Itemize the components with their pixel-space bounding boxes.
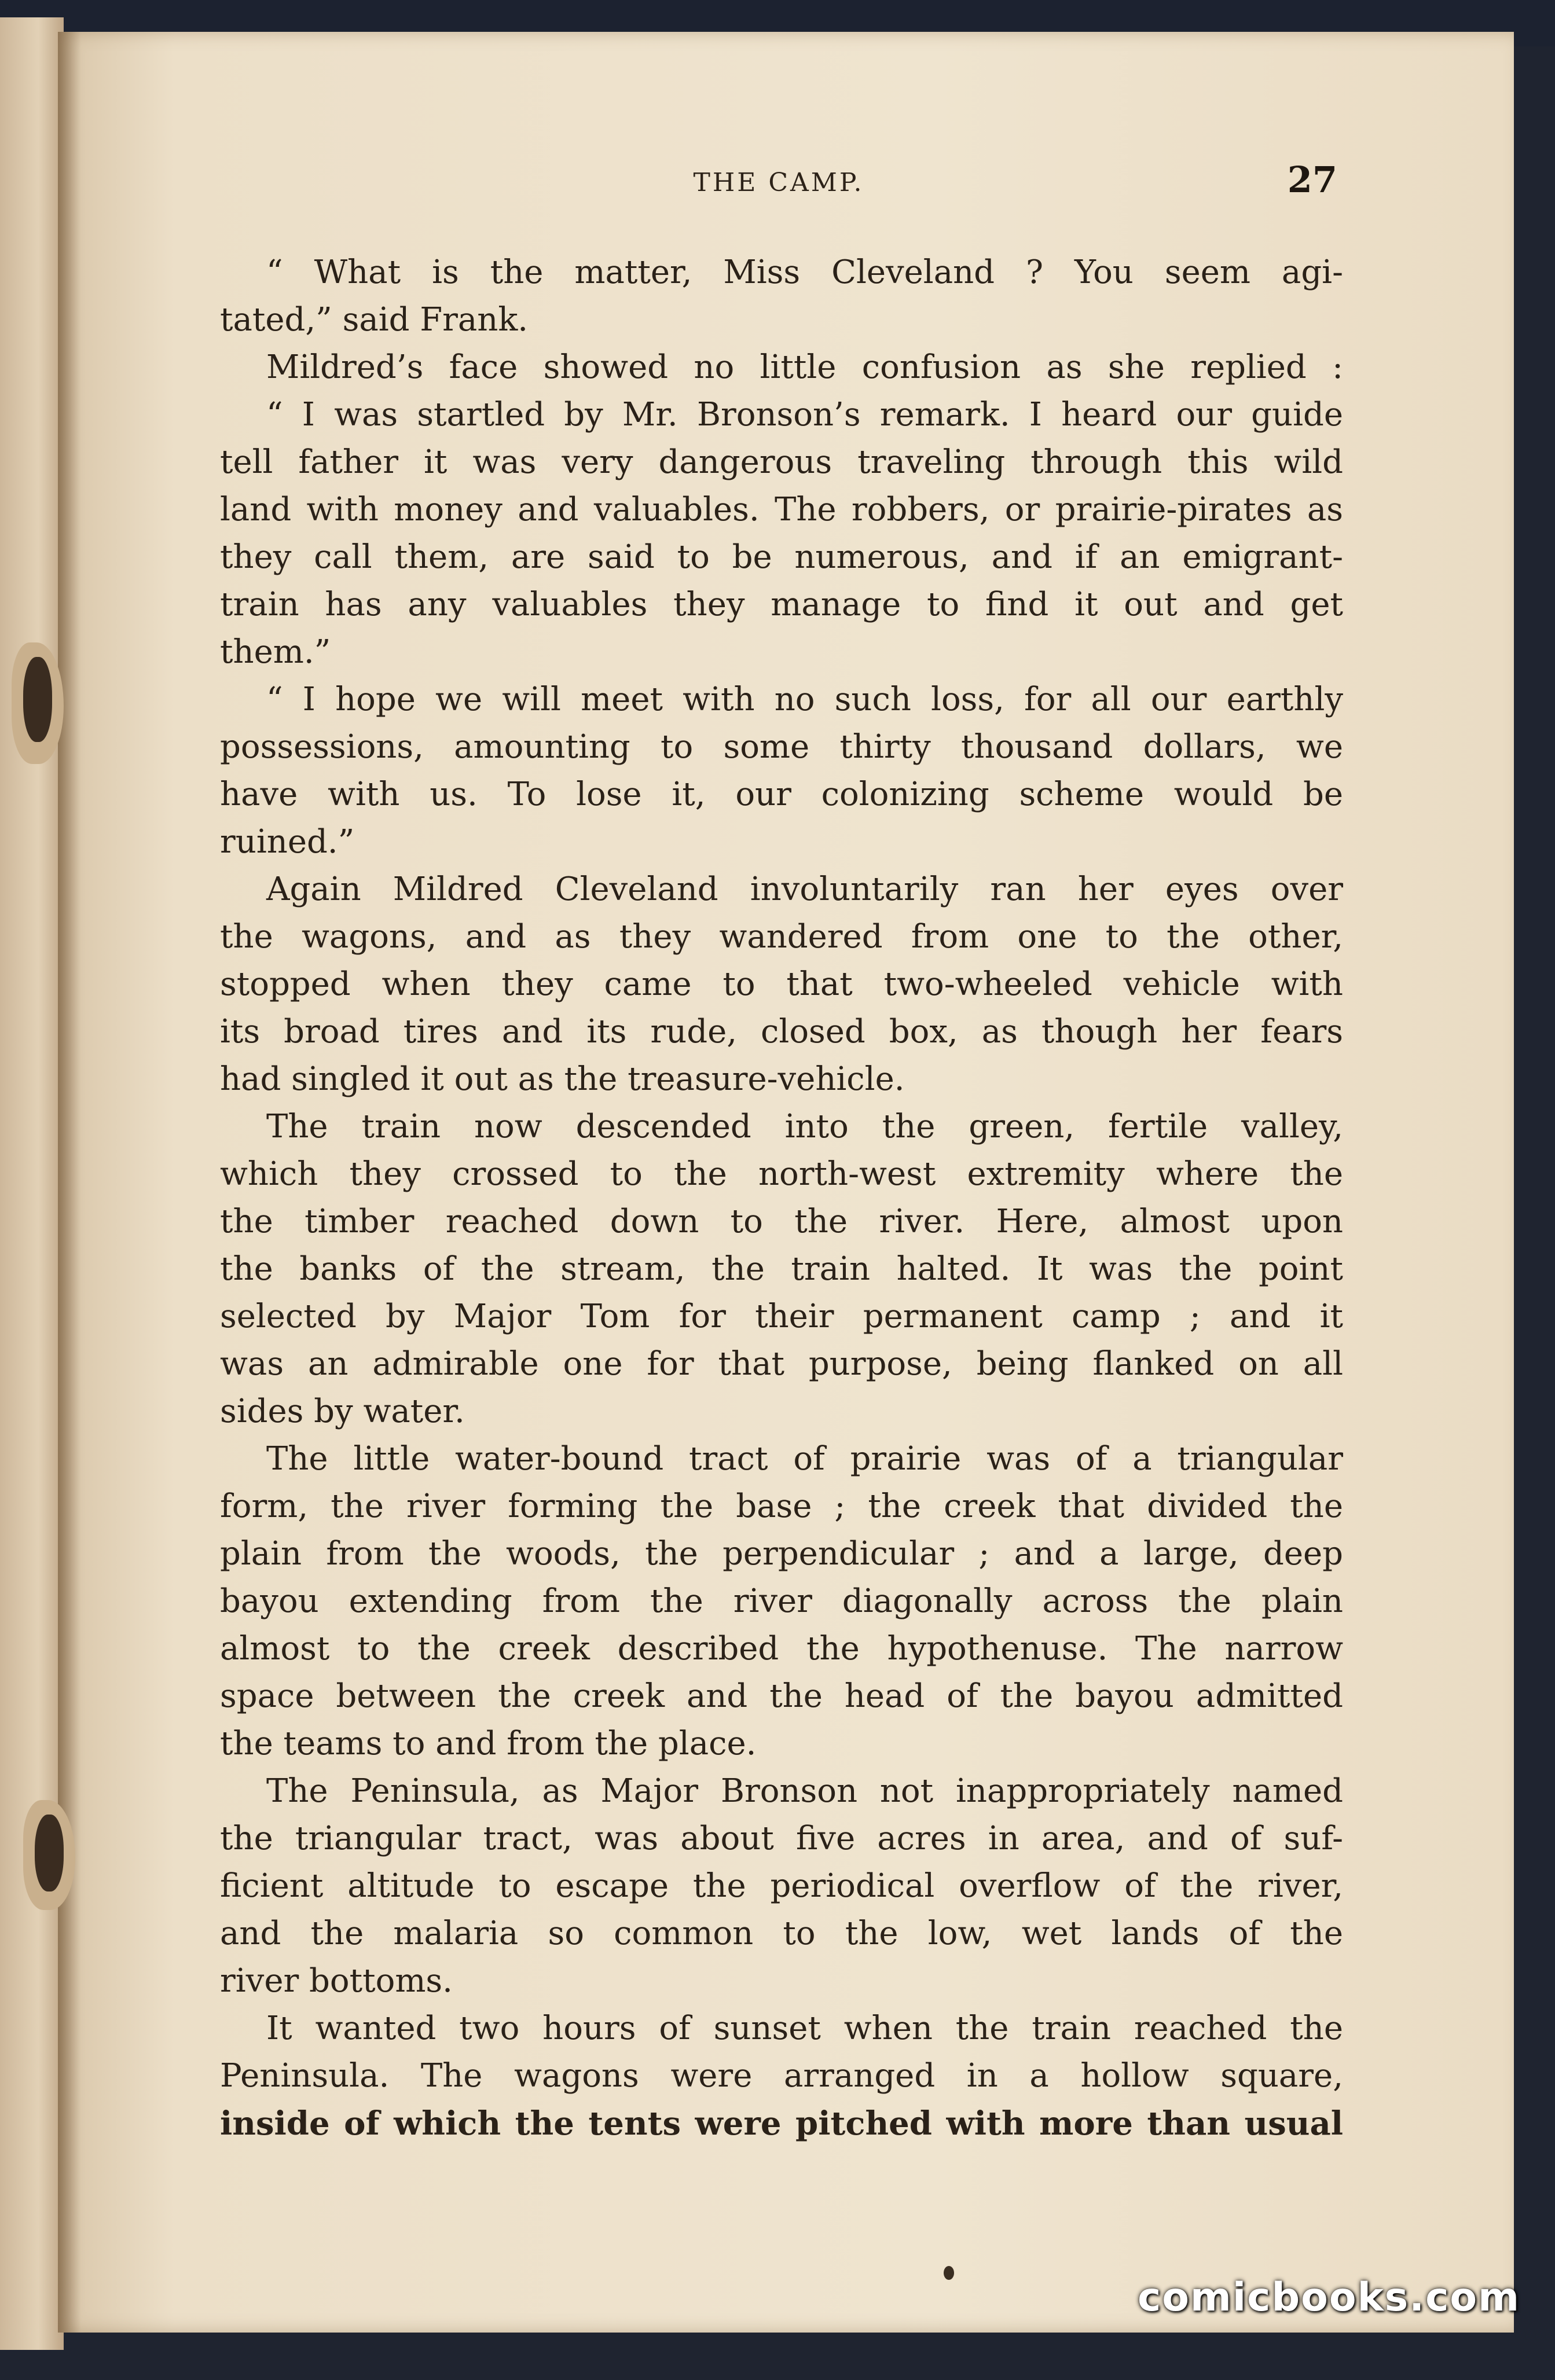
text-line: have with us. To lose it, our colonizing scheme would be [220, 776, 1343, 813]
text-line: Peninsula. The wagons were arranged in a hollow square, [220, 2057, 1343, 2095]
text-line: the timber reached down to the river. Here, almost upon [220, 1203, 1343, 1240]
watermark: comicbooks.com [1137, 2275, 1520, 2320]
text-line: tated,” said Frank. [220, 301, 529, 339]
text-line: land with money and valuables. The robbers, or prairie-pirates as [220, 491, 1343, 528]
running-head [220, 159, 1337, 204]
text-line: and the malaria so common to the low, wet lands of the [220, 1915, 1343, 1952]
book-left-edge [0, 17, 64, 2350]
text-line: river bottoms. [220, 1962, 453, 2000]
spine-shadow [58, 32, 81, 2333]
text-line: sides by water. [220, 1393, 465, 1430]
body-text [220, 249, 1343, 2147]
text-line: It wanted two hours of sunset when the train reached the [266, 2010, 1343, 2047]
text-line: the banks of the stream, the train halted. It was the point [220, 1250, 1343, 1288]
text-line: “ What is the matter, Miss Cleveland ? You seem agi- [266, 254, 1343, 291]
text-line: Mildred’s face showed no little confusion as she replied : [266, 348, 1343, 386]
text-line: stopped when they came to that two-wheeled vehicle with [220, 965, 1343, 1003]
text-line: almost to the creek described the hypothenuse. The narrow [220, 1630, 1343, 1668]
text-line: form, the river forming the base ; the creek that divided the [220, 1488, 1343, 1525]
text-line: bayou extending from the river diagonally across the plain [220, 1582, 1343, 1620]
text-line: The Peninsula, as Major Bronson not inappropriately named [266, 1772, 1343, 1810]
text-line: plain from the woods, the perpendicular ; and a large, deep [220, 1535, 1343, 1573]
text-line: they call them, are said to be numerous, and if an emigrant- [220, 538, 1343, 576]
text-line: had singled it out as the treasure-vehicle. [220, 1060, 905, 1098]
text-line: them.” [220, 633, 331, 671]
text-line: The little water-bound tract of prairie was of a triangular [266, 1440, 1343, 1478]
tear-hole [35, 1815, 64, 1891]
text-line: space between the creek and the head of the bayou admitted [220, 1677, 1343, 1715]
text-line: train has any valuables they manage to find it out and get [220, 586, 1343, 623]
text-line: “ I hope we will meet with no such loss, for all our earthly [266, 681, 1343, 718]
text-line: inside of which the tents were pitched with more than usual [220, 2104, 1343, 2143]
text-line: the triangular tract, was about five acres in area, and of suf- [220, 1820, 1343, 1857]
text-line: Again Mildred Cleveland involuntarily ran her eyes over [266, 871, 1343, 908]
text-line: selected by Major Tom for their permanent camp ; and it [220, 1298, 1343, 1335]
running-title: THE CAMP. [693, 168, 864, 197]
text-line: its broad tires and its rude, closed box, as though her fears [220, 1013, 1343, 1051]
text-line: was an admirable one for that purpose, being flanked on all [220, 1345, 1343, 1383]
text-line: ficient altitude to escape the periodical overflow of the river, [220, 1867, 1343, 1905]
text-line: “ I was startled by Mr. Bronson’s remark. I heard our guide [266, 396, 1343, 434]
page-number: 27 [1287, 159, 1337, 201]
text-line: ruined.” [220, 823, 355, 861]
tear-hole [23, 657, 52, 742]
text-line: The train now descended into the green, fertile valley, [266, 1108, 1343, 1145]
text-line: which they crossed to the north-west extremity where the [220, 1155, 1343, 1193]
text-line: tell father it was very dangerous traveling through this wild [220, 443, 1343, 481]
text-line: the teams to and from the place. [220, 1725, 757, 1762]
text-line: the wagons, and as they wandered from one to the other, [220, 918, 1343, 956]
ink-speck [944, 2266, 954, 2280]
text-line: possessions, amounting to some thirty thousand dollars, we [220, 728, 1343, 766]
